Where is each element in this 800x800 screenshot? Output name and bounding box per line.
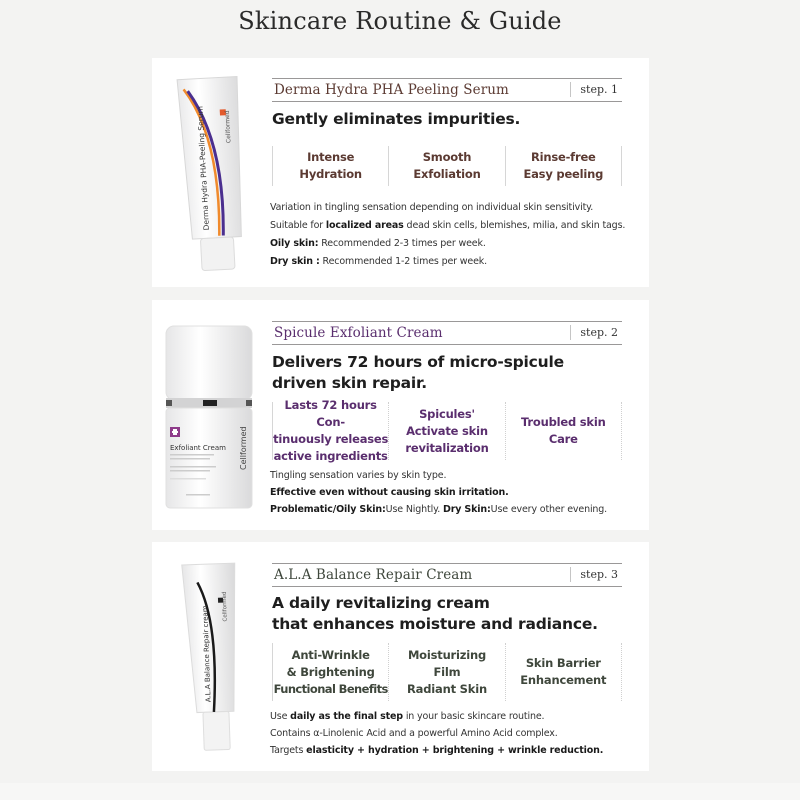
title-bar [272, 78, 622, 102]
tube-brand-text: Cellformed [221, 591, 229, 622]
desc-line: Targets elasticity + hydration + brightening + wrinkle reduction. [270, 745, 604, 756]
title-bar [272, 321, 622, 345]
divider [570, 325, 571, 340]
jar-brand-text: Cellformed [239, 426, 248, 470]
headline [272, 352, 564, 394]
headline-line: that enhances moisture and radiance. [272, 615, 598, 633]
divider [570, 82, 571, 97]
feature-item: Moisturizing Film Radiant Skin [388, 643, 504, 701]
step-card-1 [152, 58, 649, 287]
step-label: step. 1 [580, 83, 618, 96]
desc-line: Use daily as the final step in your basic skincare routine. [270, 711, 545, 722]
feature-item: Lasts 72 hours Con- tinuously releases active ingredients [273, 398, 389, 463]
headline [272, 109, 520, 130]
desc-line: Dry skin : Recommended 1-2 times per week. [270, 256, 487, 267]
step-card-3 [152, 542, 649, 771]
desc-line: Suitable for localized areas dead skin cells, blemishes, milia, and skin tags. [270, 220, 626, 231]
product-name: A.L.A Balance Repair Cream [274, 567, 473, 583]
serum-tube-image [152, 58, 268, 287]
page-title: Skincare Routine & Guide [238, 7, 562, 35]
repair-cream-tube-image [152, 542, 268, 771]
description [270, 467, 630, 518]
feature-list [272, 146, 622, 186]
feature-item: Troubled skin Care [505, 402, 622, 460]
feature-item: Intense Hydration [272, 146, 388, 186]
desc-line: Contains α-Linolenic Acid and a powerful Amino Acid complex. [270, 728, 558, 739]
product-name: Derma Hydra PHA Peeling Serum [274, 82, 509, 98]
tube-label-text: A.L.A Balance Repair cream [201, 605, 213, 703]
jar-label-text: Exfoliant Cream [170, 444, 226, 452]
desc-line: Problematic/Oily Skin:Use Nightly. Dry Skin:Use every other evening. [270, 504, 608, 515]
product-name: Spicule Exfoliant Cream [274, 325, 443, 341]
step-label: step. 3 [580, 568, 618, 581]
tube-label-text: Derma Hydra PHA-Peeling Serum [195, 105, 211, 231]
title-bar [272, 563, 622, 587]
headline-line: A daily revitalizing cream [272, 594, 490, 612]
divider [570, 567, 571, 582]
footer-band [0, 783, 800, 800]
pump-jar-image [152, 300, 268, 530]
desc-line: Effective even without causing skin irritation. [270, 487, 509, 498]
desc-line: Oily skin: Recommended 2-3 times per week. [270, 238, 486, 249]
feature-item: Smooth Exfoliation [388, 146, 504, 186]
headline-line: driven skin repair. [272, 374, 427, 392]
feature-item: Anti-Wrinkle & Brightening Functional Benefits [272, 643, 388, 701]
headline-line: Delivers 72 hours of micro-spicule [272, 353, 564, 371]
headline [272, 593, 598, 635]
tube-brand-text: Cellformed [223, 110, 233, 144]
feature-item: Rinse-free Easy peeling [505, 146, 622, 186]
description [270, 199, 630, 271]
desc-line: Tingling sensation varies by skin type. [270, 470, 447, 481]
feature-list [272, 398, 622, 463]
headline-line: Gently eliminates impurities. [272, 110, 521, 128]
feature-item: Skin Barrier Enhancement [505, 643, 622, 701]
desc-line: Variation in tingling sensation depending on individual skin sensitivity. [270, 202, 594, 213]
feature-list [272, 643, 622, 701]
step-label: step. 2 [580, 326, 618, 339]
description [270, 708, 630, 759]
step-card-2 [152, 300, 649, 530]
feature-item: Spicules' Activate skin revitalization [388, 402, 504, 460]
